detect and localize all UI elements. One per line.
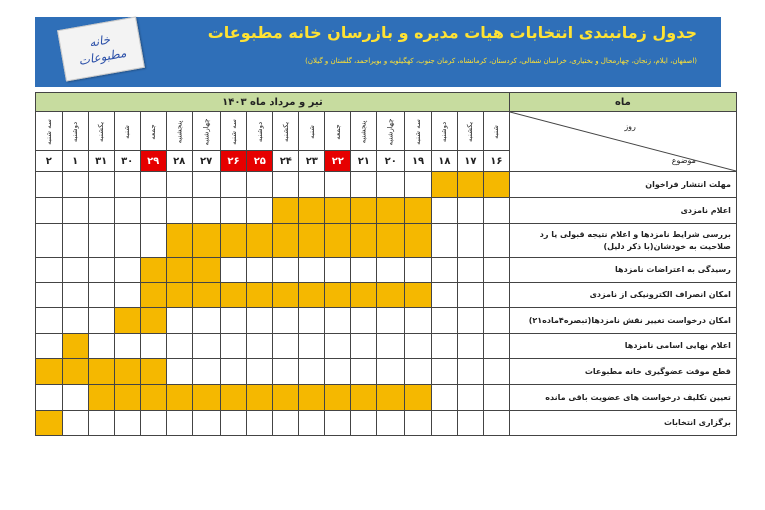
weekday-name: یکشنبه [466, 121, 475, 142]
empty-cell [114, 224, 140, 258]
empty-cell [351, 172, 377, 198]
empty-cell [457, 224, 483, 258]
schedule-row [36, 283, 737, 308]
empty-cell [166, 308, 192, 334]
empty-cell [166, 334, 192, 359]
empty-cell [247, 411, 273, 436]
date-cell: ۲۹ [140, 151, 166, 172]
weekday-name: شنبه [492, 124, 501, 139]
topic-cell: رسیدگی به اعتراضات نامزدها [509, 258, 736, 283]
scheduled-cell [166, 258, 192, 283]
empty-cell [220, 198, 247, 224]
empty-cell [192, 411, 220, 436]
date-cell: ۱ [62, 151, 88, 172]
topic-cell: امکان انصراف الکترونیکی از نامزدی [509, 283, 736, 308]
topic-label: موضوع [671, 156, 696, 165]
empty-cell [62, 258, 88, 283]
weekday-cell [457, 112, 483, 151]
empty-cell [457, 258, 483, 283]
empty-cell [483, 308, 509, 334]
period-header: تیر و مرداد ماه ۱۴۰۳ [36, 93, 510, 112]
weekday-cell [325, 112, 351, 151]
weekday-cell [483, 112, 509, 151]
weekday-name: یکشنبه [281, 121, 290, 142]
empty-cell [431, 411, 457, 436]
empty-cell [220, 308, 247, 334]
scheduled-cell [273, 283, 299, 308]
schedule-row [36, 198, 737, 224]
scheduled-cell [192, 258, 220, 283]
topic-cell: اعلام نهایی اسامی نامزدها [509, 334, 736, 359]
weekday-cell [351, 112, 377, 151]
weekday-cell [166, 112, 192, 151]
schedule-row [36, 411, 737, 436]
empty-cell [483, 359, 509, 385]
empty-cell [351, 308, 377, 334]
empty-cell [36, 334, 63, 359]
empty-cell [351, 334, 377, 359]
scheduled-cell [325, 385, 351, 411]
scheduled-cell [88, 359, 114, 385]
scheduled-cell [140, 359, 166, 385]
scheduled-cell [220, 385, 247, 411]
scheduled-cell [220, 224, 247, 258]
scheduled-cell [405, 198, 432, 224]
weekday-name: چهارشنبه [386, 118, 395, 145]
empty-cell [483, 198, 509, 224]
empty-cell [114, 334, 140, 359]
empty-cell [220, 359, 247, 385]
empty-cell [88, 411, 114, 436]
empty-cell [325, 411, 351, 436]
weekday-cell [247, 112, 273, 151]
scheduled-cell [166, 385, 192, 411]
scheduled-cell [192, 224, 220, 258]
empty-cell [377, 334, 405, 359]
empty-cell [405, 411, 432, 436]
weekday-name: سه شنبه [44, 118, 53, 145]
weekday-cell [431, 112, 457, 151]
scheduled-cell [377, 224, 405, 258]
scheduled-cell [351, 224, 377, 258]
empty-cell [457, 385, 483, 411]
empty-cell [140, 334, 166, 359]
scheduled-cell [88, 385, 114, 411]
empty-cell [483, 258, 509, 283]
schedule-row [36, 224, 737, 258]
scheduled-cell [192, 283, 220, 308]
date-cell: ۲۳ [299, 151, 325, 172]
empty-cell [62, 198, 88, 224]
weekday-name: یکشنبه [97, 121, 106, 142]
empty-cell [273, 308, 299, 334]
weekday-name: سه شنبه [414, 118, 423, 145]
empty-cell [457, 308, 483, 334]
topic-cell: امکان درخواست تغییر نقش نامزدها(تبصره۴ماده۲۱) [509, 308, 736, 334]
scheduled-cell [377, 283, 405, 308]
weekday-cell [299, 112, 325, 151]
scheduled-cell [299, 283, 325, 308]
empty-cell [377, 172, 405, 198]
empty-cell [457, 359, 483, 385]
empty-cell [405, 334, 432, 359]
scheduled-cell [273, 198, 299, 224]
empty-cell [88, 172, 114, 198]
scheduled-cell [405, 224, 432, 258]
empty-cell [88, 224, 114, 258]
empty-cell [273, 359, 299, 385]
weekday-name: جمعه [149, 123, 158, 140]
empty-cell [247, 172, 273, 198]
scheduled-cell [166, 283, 192, 308]
scheduled-cell [457, 172, 483, 198]
logo-line-2: مطبوعات [77, 45, 128, 68]
date-cell: ۲۶ [220, 151, 247, 172]
scheduled-cell [140, 308, 166, 334]
date-cell: ۱۹ [405, 151, 432, 172]
weekday-cell [114, 112, 140, 151]
empty-cell [457, 198, 483, 224]
scheduled-cell [140, 385, 166, 411]
empty-cell [192, 308, 220, 334]
empty-cell [36, 258, 63, 283]
empty-cell [88, 198, 114, 224]
scheduled-cell [351, 283, 377, 308]
empty-cell [166, 411, 192, 436]
schedule-row [36, 172, 737, 198]
empty-cell [377, 258, 405, 283]
weekday-cell [88, 112, 114, 151]
empty-cell [140, 198, 166, 224]
weekday-name: شنبه [123, 124, 132, 139]
empty-cell [192, 172, 220, 198]
date-cell: ۲۵ [247, 151, 273, 172]
topic-cell: تعیین تکلیف درخواست های عضویت باقی مانده [509, 385, 736, 411]
empty-cell [299, 258, 325, 283]
empty-cell [299, 172, 325, 198]
scheduled-cell [377, 198, 405, 224]
topic-cell: قطع موقت عضوگیری خانه مطبوعات [509, 359, 736, 385]
logo-line-1: خانه [88, 32, 112, 50]
empty-cell [325, 334, 351, 359]
empty-cell [431, 334, 457, 359]
weekday-cell [140, 112, 166, 151]
empty-cell [114, 258, 140, 283]
weekday-name: پنجشنبه [359, 120, 368, 143]
scheduled-cell [483, 172, 509, 198]
empty-cell [431, 385, 457, 411]
empty-cell [36, 308, 63, 334]
topic-cell: برگزاری انتخابات [509, 411, 736, 436]
scheduled-cell [114, 308, 140, 334]
schedule-row [36, 258, 737, 283]
month-header: ماه [509, 93, 736, 112]
weekday-name: چهارشنبه [202, 118, 211, 145]
empty-cell [220, 258, 247, 283]
scheduled-cell [62, 359, 88, 385]
empty-cell [273, 172, 299, 198]
scheduled-cell [351, 385, 377, 411]
empty-cell [431, 224, 457, 258]
scheduled-cell [36, 359, 63, 385]
empty-cell [140, 224, 166, 258]
weekday-name: دوشنبه [71, 121, 80, 142]
topic-cell: بررسی شرایط نامزدها و اعلام نتیجه قبولی یا رد صلاحیت به خودشان(با ذکر دلیل) [509, 224, 736, 258]
scheduled-cell [325, 224, 351, 258]
scheduled-cell [431, 172, 457, 198]
empty-cell [88, 258, 114, 283]
topic-cell: اعلام نامزدی [509, 198, 736, 224]
page-subtitle: (اصفهان، ایلام، زنجان، چهارمحال و بختیاری، خراسان شمالی، کردستان، کرمانشاه، کرمان جنوب، کهگیلویه و بویراحمد، گلستان و گیلان) [305, 57, 697, 65]
empty-cell [247, 258, 273, 283]
scheduled-cell [220, 283, 247, 308]
empty-cell [36, 385, 63, 411]
empty-cell [220, 334, 247, 359]
empty-cell [88, 334, 114, 359]
schedule-row [36, 308, 737, 334]
weekday-cell [36, 112, 63, 151]
weekday-name: پنجشنبه [175, 120, 184, 143]
date-cell: ۳۰ [114, 151, 140, 172]
weekday-cell [377, 112, 405, 151]
empty-cell [62, 411, 88, 436]
scheduled-cell [299, 198, 325, 224]
scheduled-cell [247, 283, 273, 308]
empty-cell [192, 198, 220, 224]
date-cell: ۲ [36, 151, 63, 172]
empty-cell [457, 411, 483, 436]
empty-cell [299, 308, 325, 334]
weekday-name: شنبه [307, 124, 316, 139]
empty-cell [88, 283, 114, 308]
empty-cell [457, 283, 483, 308]
schedule-row [36, 334, 737, 359]
weekday-cell [405, 112, 432, 151]
topic-cell: مهلت انتشار فراخوان [509, 172, 736, 198]
empty-cell [273, 411, 299, 436]
empty-cell [247, 359, 273, 385]
date-cell: ۲۰ [377, 151, 405, 172]
empty-cell [457, 334, 483, 359]
scheduled-cell [299, 385, 325, 411]
scheduled-cell [377, 385, 405, 411]
date-cell: ۱۶ [483, 151, 509, 172]
date-cell: ۱۸ [431, 151, 457, 172]
scheduled-cell [351, 198, 377, 224]
empty-cell [166, 172, 192, 198]
empty-cell [431, 359, 457, 385]
empty-cell [62, 308, 88, 334]
empty-cell [483, 224, 509, 258]
election-schedule-table [35, 92, 737, 436]
empty-cell [62, 224, 88, 258]
scheduled-cell [247, 385, 273, 411]
empty-cell [140, 172, 166, 198]
empty-cell [247, 334, 273, 359]
scheduled-cell [192, 385, 220, 411]
empty-cell [325, 172, 351, 198]
empty-cell [220, 172, 247, 198]
empty-cell [247, 198, 273, 224]
date-cell: ۱۷ [457, 151, 483, 172]
empty-cell [351, 359, 377, 385]
day-topic-label-cell [509, 112, 736, 172]
empty-cell [483, 334, 509, 359]
date-cell: ۲۷ [192, 151, 220, 172]
page-title: جدول زمانبندی انتخابات هیات مدیره و بازرسان خانه مطبوعات [207, 23, 697, 42]
empty-cell [431, 308, 457, 334]
weekday-cell [62, 112, 88, 151]
empty-cell [273, 334, 299, 359]
empty-cell [166, 198, 192, 224]
empty-cell [377, 411, 405, 436]
day-label: روز [624, 122, 636, 131]
empty-cell [114, 172, 140, 198]
empty-cell [140, 411, 166, 436]
empty-cell [299, 359, 325, 385]
date-cell: ۲۸ [166, 151, 192, 172]
scheduled-cell [166, 224, 192, 258]
empty-cell [431, 283, 457, 308]
empty-cell [431, 198, 457, 224]
empty-cell [192, 359, 220, 385]
scheduled-cell [140, 283, 166, 308]
empty-cell [483, 385, 509, 411]
empty-cell [36, 198, 63, 224]
scheduled-cell [247, 224, 273, 258]
empty-cell [351, 411, 377, 436]
empty-cell [405, 308, 432, 334]
empty-cell [166, 359, 192, 385]
empty-cell [88, 308, 114, 334]
scheduled-cell [325, 283, 351, 308]
khaneh-matbuat-logo [57, 16, 145, 81]
empty-cell [62, 283, 88, 308]
day-row [36, 112, 737, 151]
date-cell: ۲۴ [273, 151, 299, 172]
empty-cell [36, 224, 63, 258]
empty-cell [114, 283, 140, 308]
empty-cell [405, 359, 432, 385]
schedule-row [36, 385, 737, 411]
scheduled-cell [114, 359, 140, 385]
empty-cell [273, 258, 299, 283]
date-cell: ۳۱ [88, 151, 114, 172]
empty-cell [114, 198, 140, 224]
weekday-cell [273, 112, 299, 151]
scheduled-cell [273, 385, 299, 411]
weekday-name: دوشنبه [440, 121, 449, 142]
weekday-name: جمعه [333, 123, 342, 140]
empty-cell [299, 411, 325, 436]
empty-cell [377, 359, 405, 385]
empty-cell [36, 283, 63, 308]
date-cell: ۲۱ [351, 151, 377, 172]
empty-cell [405, 258, 432, 283]
empty-cell [325, 258, 351, 283]
empty-cell [431, 258, 457, 283]
empty-cell [483, 283, 509, 308]
scheduled-cell [62, 334, 88, 359]
scheduled-cell [299, 224, 325, 258]
empty-cell [325, 359, 351, 385]
empty-cell [62, 172, 88, 198]
empty-cell [36, 172, 63, 198]
scheduled-cell [405, 385, 432, 411]
weekday-name: دوشنبه [255, 121, 264, 142]
empty-cell [377, 308, 405, 334]
empty-cell [299, 334, 325, 359]
scheduled-cell [114, 385, 140, 411]
empty-cell [483, 411, 509, 436]
scheduled-cell [325, 198, 351, 224]
date-cell: ۲۲ [325, 151, 351, 172]
page-header [35, 17, 721, 87]
schedule-row [36, 359, 737, 385]
empty-cell [405, 172, 432, 198]
scheduled-cell [273, 224, 299, 258]
header-row [36, 93, 737, 112]
weekday-cell [220, 112, 247, 151]
empty-cell [247, 308, 273, 334]
empty-cell [62, 385, 88, 411]
scheduled-cell [140, 258, 166, 283]
empty-cell [114, 411, 140, 436]
weekday-name: سه شنبه [229, 118, 238, 145]
weekday-cell [192, 112, 220, 151]
empty-cell [220, 411, 247, 436]
scheduled-cell [405, 283, 432, 308]
empty-cell [351, 258, 377, 283]
scheduled-cell [36, 411, 63, 436]
empty-cell [325, 308, 351, 334]
empty-cell [192, 334, 220, 359]
